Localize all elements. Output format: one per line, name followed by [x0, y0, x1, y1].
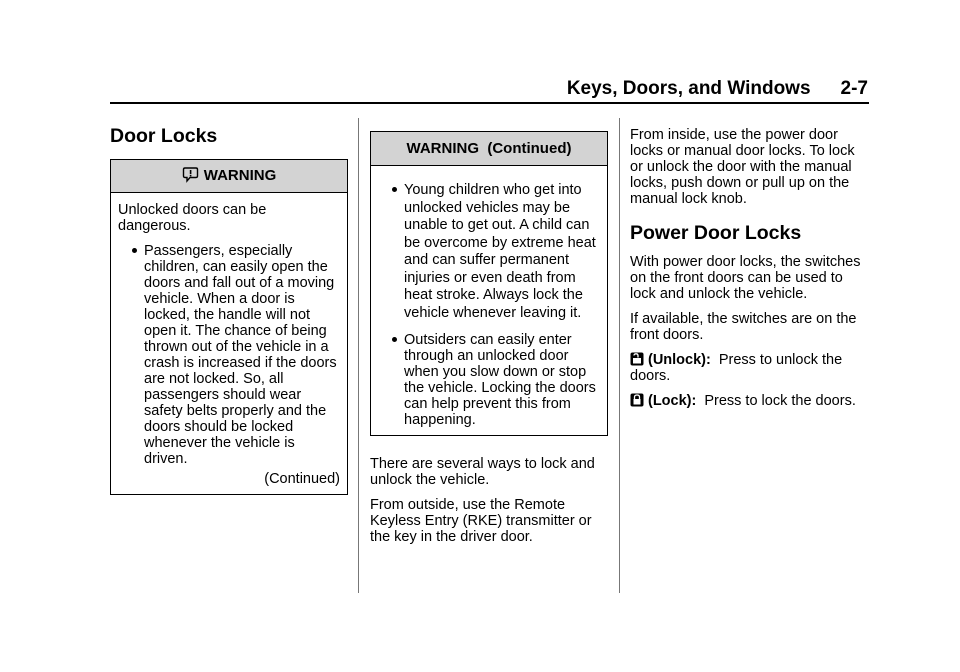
warning-bullet — [118, 243, 340, 467]
bullet-dot — [392, 337, 397, 342]
right-column — [630, 127, 868, 418]
column-divider-1 — [358, 118, 359, 593]
warning-bullet — [378, 332, 600, 428]
warning-intro: Unlocked doors can be dangerous. — [118, 202, 267, 234]
outside-paragraph: From outside, use the Remote Keyless Entry (RKE) transmitter or the key in the driver door. — [370, 497, 592, 545]
lock-line — [630, 393, 868, 409]
power-door-locks-heading: Power Door Locks — [630, 222, 802, 244]
page-header — [567, 78, 868, 100]
middle-column — [370, 131, 608, 554]
lock-icon — [630, 393, 644, 407]
warning-bullet-text: Passengers, especially children, can easily open the doors and fall out of a moving vehicle. When a door is locked, the handle will not open it. The chance of being thrown out of the vehicle in a crash is increased if the doors are not locked. So, all passengers should wear safety belts properly and the doors should be locked whenever the vehicle is driven. — [144, 243, 337, 467]
header-rule — [110, 102, 869, 104]
inside-paragraph: From inside, use the power door locks or manual door locks. To lock or unlock the door with the manual locks, push down or pull up on the manual lock knob. — [630, 127, 855, 207]
unlock-term: (Unlock): — [648, 352, 711, 368]
availability-paragraph: If available, the switches are on the front doors. — [630, 311, 857, 343]
bullet-dot — [132, 248, 137, 253]
section-title: Keys, Doors, and Windows — [566, 78, 811, 99]
warning-bullet-text: Outsiders can easily enter through an unlocked door when you slow down or stop the vehicle. Locking the doors can help prevent this from happening. — [404, 332, 596, 428]
warning-continued-header — [371, 132, 607, 166]
ways-to-lock-paragraph: There are several ways to lock and unlock the vehicle. — [370, 456, 595, 488]
warning-continued-label: WARNING (Continued) — [406, 139, 572, 157]
unlock-line — [630, 352, 868, 384]
unlock-icon — [630, 352, 644, 366]
bullet-dot — [392, 187, 397, 192]
unlock-description: Press to unlock the doors. — [630, 352, 843, 384]
warning-icon — [182, 166, 199, 187]
door-locks-heading: Door Locks — [110, 125, 218, 147]
column-divider-2 — [619, 118, 620, 593]
lock-term: (Lock): — [648, 393, 697, 409]
warning-header — [111, 160, 347, 193]
warning-label: WARNING — [203, 167, 277, 184]
warning-bullet-text: Young children who get into unlocked vehicles may be unable to get out. A child can be overcome by extreme heat and can suffer permanent injuries or even death from heat stroke. Always lock the vehicle whenever leaving it. — [404, 182, 596, 321]
warning-continued-box — [370, 131, 608, 436]
warning-body — [111, 193, 347, 494]
warning-continued-body — [371, 166, 607, 435]
continued-label: (Continued) — [264, 471, 340, 487]
left-column — [110, 124, 348, 495]
warning-box — [110, 159, 348, 495]
page-number: 2-7 — [840, 78, 868, 99]
warning-bullet — [378, 182, 600, 322]
power-locks-paragraph: With power door locks, the switches on the front doors can be used to lock and unlock the vehicle. — [630, 254, 861, 302]
lock-description: Press to lock the doors. — [704, 393, 856, 409]
